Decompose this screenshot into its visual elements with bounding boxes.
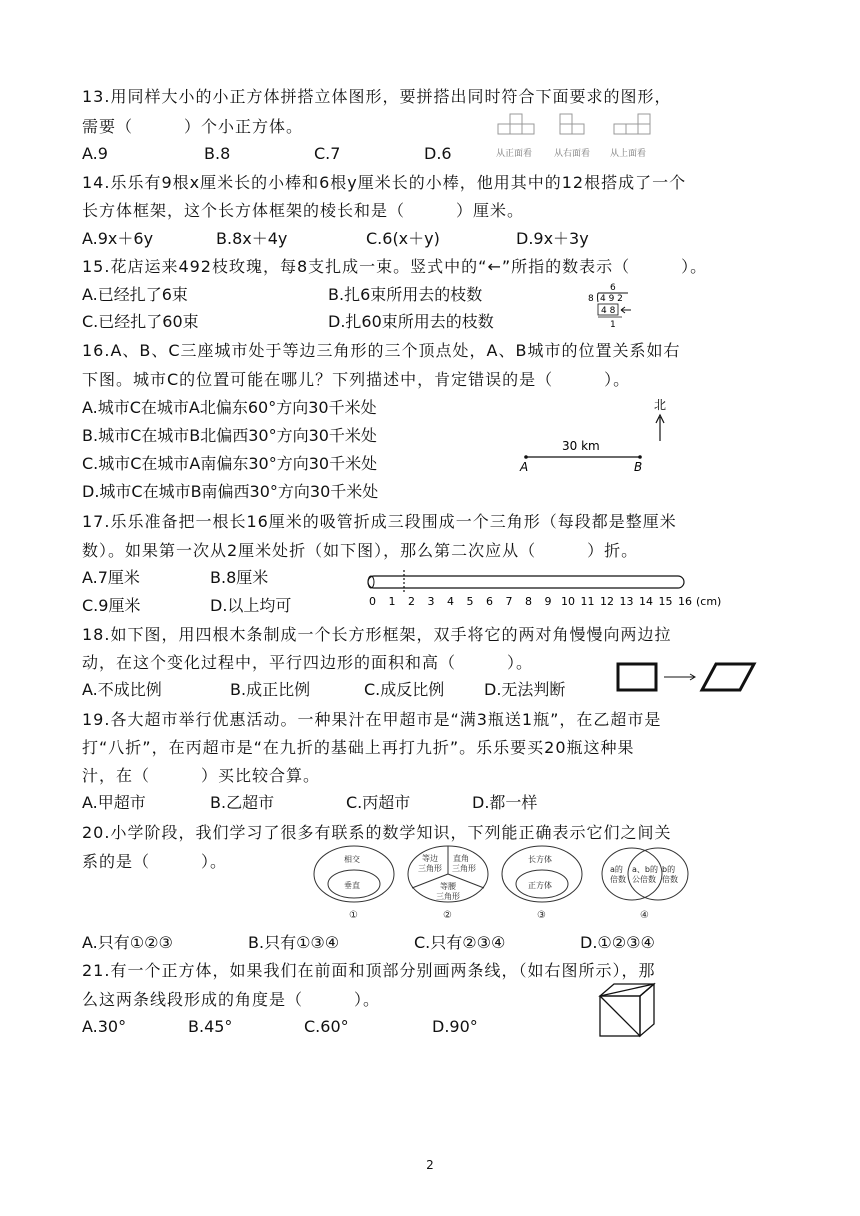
q20-d1-num: ① <box>349 910 358 921</box>
q13-view-label-front: 从正面看 <box>496 149 533 159</box>
q14-text-line1: 14.乐乐有9根x厘米长的小棒和6根y厘米长的小棒，他用其中的12根搭成了一个 <box>82 173 687 192</box>
q15-divisor: 8 <box>588 294 594 304</box>
q17-text-line2: 数）。如果第一次从2厘米处折（如下图），那么第二次应从（ ）折。 <box>82 541 639 560</box>
q14-text-line2: 长方体框架，这个长方体框架的棱长和是（ ）厘米。 <box>82 201 525 220</box>
q16-north-label: 北 <box>654 398 667 412</box>
straw <box>368 576 684 588</box>
q13-option-b[interactable]: B.8 <box>204 144 231 163</box>
q17-text-line1: 17.乐乐准备把一根长16厘米的吸管折成三段围成一个三角形（每段都是整厘米 <box>82 512 677 531</box>
ruler-tick-label: 1 <box>388 595 396 608</box>
q15-product: 4 8 <box>601 306 616 316</box>
q16-text-line2: 下图。城市C的位置可能在哪儿？下列描述中，肯定错误的是（ ）。 <box>82 370 631 389</box>
q16-option-d[interactable]: D.城市C在城市B南偏西30°方向30千米处 <box>82 482 379 501</box>
arrow-left-icon <box>621 307 631 313</box>
q14-option-d[interactable]: D.9x＋3y <box>516 229 589 248</box>
ruler-tick-label: 0 <box>369 595 376 608</box>
ruler-tick-label: 16 <box>678 595 692 608</box>
q15-text-line1: 15.花店运来492枝玫瑰，每8支扎成一束。竖式中的“←”所指的数表示（ ）。 <box>82 257 708 276</box>
q20-d3-inner: 正方体 <box>528 881 552 890</box>
q17-ruler-unit: (cm) <box>696 595 722 608</box>
q13-text-line1: 13.用同样大小的小正方体拼搭立体图形，要拼搭出同时符合下面要求的图形， <box>82 87 672 106</box>
q19-text-line2: 打“八折”，在丙超市是“在九折的基础上再打九折”。乐乐要买20瓶这种果 <box>82 738 635 757</box>
q19-option-d[interactable]: D.都一样 <box>472 793 538 812</box>
q21-text-line1: 21.有一个正方体，如果我们在前面和顶部分别画两条线，（如右图所示），那 <box>82 961 656 980</box>
q20-d1-outer: 相交 <box>344 855 360 864</box>
q16-option-a[interactable]: A.城市C在城市A北偏东60°方向30千米处 <box>82 398 377 417</box>
q13-view-label-top: 从上面看 <box>610 149 647 159</box>
q13-three-views-figure <box>492 112 672 162</box>
q21-option-c[interactable]: C.60° <box>304 1017 349 1036</box>
q18-option-a[interactable]: A.不成比例 <box>82 680 162 699</box>
q18-option-b[interactable]: B.成正比例 <box>230 680 311 699</box>
q19-option-c[interactable]: C.丙超市 <box>346 793 411 812</box>
ruler-tick-label: 15 <box>658 595 673 608</box>
q16-point-b: B <box>634 460 643 474</box>
q16-text-line1: 16.A、B、C三座城市处于等边三角形的三个顶点处，A、B城市的位置关系如右 <box>82 341 681 360</box>
q21-option-d[interactable]: D.90° <box>432 1017 478 1036</box>
q21-text-line2: 么这两条线段形成的角度是（ ）。 <box>82 990 381 1009</box>
ruler-tick-label: 3 <box>427 595 435 608</box>
q20-d2-c: 等腰 <box>440 882 456 891</box>
q19-text-line1: 19.各大超市举行优惠活动。一种果汁在甲超市是“满3瓶送1瓶”，在乙超市是 <box>82 710 662 729</box>
q13-view-label-right: 从右面看 <box>554 149 591 159</box>
q19-text-line3: 汁，在（ ）买比较合算。 <box>82 766 321 785</box>
q20-d2-b: 直角 <box>453 854 469 863</box>
q18-option-c[interactable]: C.成反比例 <box>364 680 445 699</box>
q18-text-line2: 动，在这个变化过程中，平行四边形的面积和高（ ）。 <box>82 653 534 672</box>
q16-distance-label: 30 km <box>562 439 600 453</box>
q21-cube-figure <box>596 980 658 1042</box>
q14-option-b[interactable]: B.8x＋4y <box>216 229 288 248</box>
q20-diagrams-figure <box>312 840 692 924</box>
q20-d4-left1: a的 <box>610 865 623 874</box>
q14-option-c[interactable]: C.6(x＋y) <box>366 229 440 248</box>
q20-d4-mid2: 公倍数 <box>632 875 656 884</box>
ruler-tick-label: 5 <box>466 595 474 608</box>
parallelogram-frame <box>702 664 754 690</box>
q20-d2-b2: 三角形 <box>452 864 476 873</box>
q15-remainder: 1 <box>610 320 616 330</box>
q15-option-c[interactable]: C.已经扎了60束 <box>82 312 199 331</box>
top-diagonal-line <box>600 984 654 996</box>
rectangle-frame <box>618 664 656 690</box>
q17-option-b[interactable]: B.8厘米 <box>210 568 269 587</box>
q13-option-a[interactable]: A.9 <box>82 144 108 163</box>
q15-option-d[interactable]: D.扎60束所用去的枝数 <box>328 312 494 331</box>
q15-quotient: 6 <box>610 283 616 293</box>
ruler-tick-label: 13 <box>619 595 634 608</box>
q19-option-b[interactable]: B.乙超市 <box>210 793 275 812</box>
ruler-tick-label: 14 <box>639 595 653 608</box>
ruler-tick-label: 2 <box>408 595 415 608</box>
q13-option-c[interactable]: C.7 <box>314 144 341 163</box>
q20-d4-left2: 倍数 <box>610 875 626 884</box>
ruler-tick-label: 10 <box>561 595 575 608</box>
q20-d4-mid1: a、b的 <box>632 865 658 874</box>
q18-text-line1: 18.如下图，用四根木条制成一个长方形框架，双手将它的两对角慢慢向两边拉 <box>82 625 672 644</box>
q21-option-a[interactable]: A.30° <box>82 1017 127 1036</box>
ruler-tick-label: 6 <box>486 595 493 608</box>
q17-option-a[interactable]: A.7厘米 <box>82 568 140 587</box>
q15-long-division-figure <box>588 280 638 332</box>
q17-option-d[interactable]: D.以上均可 <box>210 596 292 615</box>
q15-option-b[interactable]: B.扎6束所用去的枝数 <box>328 285 483 304</box>
q17-straw-ruler-figure <box>362 566 752 610</box>
q15-dividend: 4 9 2 <box>600 294 623 304</box>
q20-d4-right1: b的 <box>662 865 676 874</box>
q18-option-d[interactable]: D.无法判断 <box>484 680 566 699</box>
q20-d2-a: 等边 <box>422 854 438 863</box>
q21-option-b[interactable]: B.45° <box>188 1017 233 1036</box>
ruler-tick-label: 12 <box>600 595 614 608</box>
q20-d3-num: ③ <box>537 910 546 921</box>
q20-text-line2: 系的是（ ）。 <box>82 852 228 871</box>
ruler-tick-label: 11 <box>580 595 595 608</box>
ruler-tick-label: 7 <box>505 595 513 608</box>
ruler-tick-label: 9 <box>544 595 552 608</box>
q20-d4-right2: 倍数 <box>662 875 678 884</box>
q16-option-b[interactable]: B.城市C在城市B北偏西30°方向30千米处 <box>82 426 377 445</box>
q20-d2-num: ② <box>443 910 452 921</box>
q17-option-c[interactable]: C.9厘米 <box>82 596 141 615</box>
q20-d1-inner: 垂直 <box>344 881 360 890</box>
q14-option-a[interactable]: A.9x＋6y <box>82 229 154 248</box>
q13-text-line2: 需要（ ）个小正方体。 <box>82 117 304 136</box>
ruler-tick-label: 4 <box>447 595 454 608</box>
q20-option-b[interactable]: B.只有①③④ <box>248 933 340 952</box>
q16-map-figure <box>510 395 685 475</box>
q20-d4-num: ④ <box>640 910 649 921</box>
q13-option-d[interactable]: D.6 <box>424 144 452 163</box>
ruler-tick-label: 8 <box>525 595 532 608</box>
q20-d2-c2: 三角形 <box>436 892 460 901</box>
q16-option-c[interactable]: C.城市C在城市A南偏东30°方向30千米处 <box>82 454 378 473</box>
q15-option-a[interactable]: A.已经扎了6束 <box>82 285 188 304</box>
q20-option-c[interactable]: C.只有②③④ <box>414 933 506 952</box>
q19-option-a[interactable]: A.甲超市 <box>82 793 146 812</box>
q20-text-line1: 20.小学阶段，我们学习了很多有联系的数学知识，下列能正确表示它们之间关 <box>82 823 672 842</box>
front-diagonal-line <box>600 996 640 1036</box>
q16-point-a: A <box>520 460 529 474</box>
q20-d3-outer: 长方体 <box>528 855 552 864</box>
q20-option-a[interactable]: A.只有①②③ <box>82 933 173 952</box>
q18-frame-figure <box>612 660 762 696</box>
page-number: 2 <box>426 1158 434 1172</box>
q20-d2-a2: 三角形 <box>418 864 442 873</box>
q20-option-d[interactable]: D.①②③④ <box>580 933 655 952</box>
